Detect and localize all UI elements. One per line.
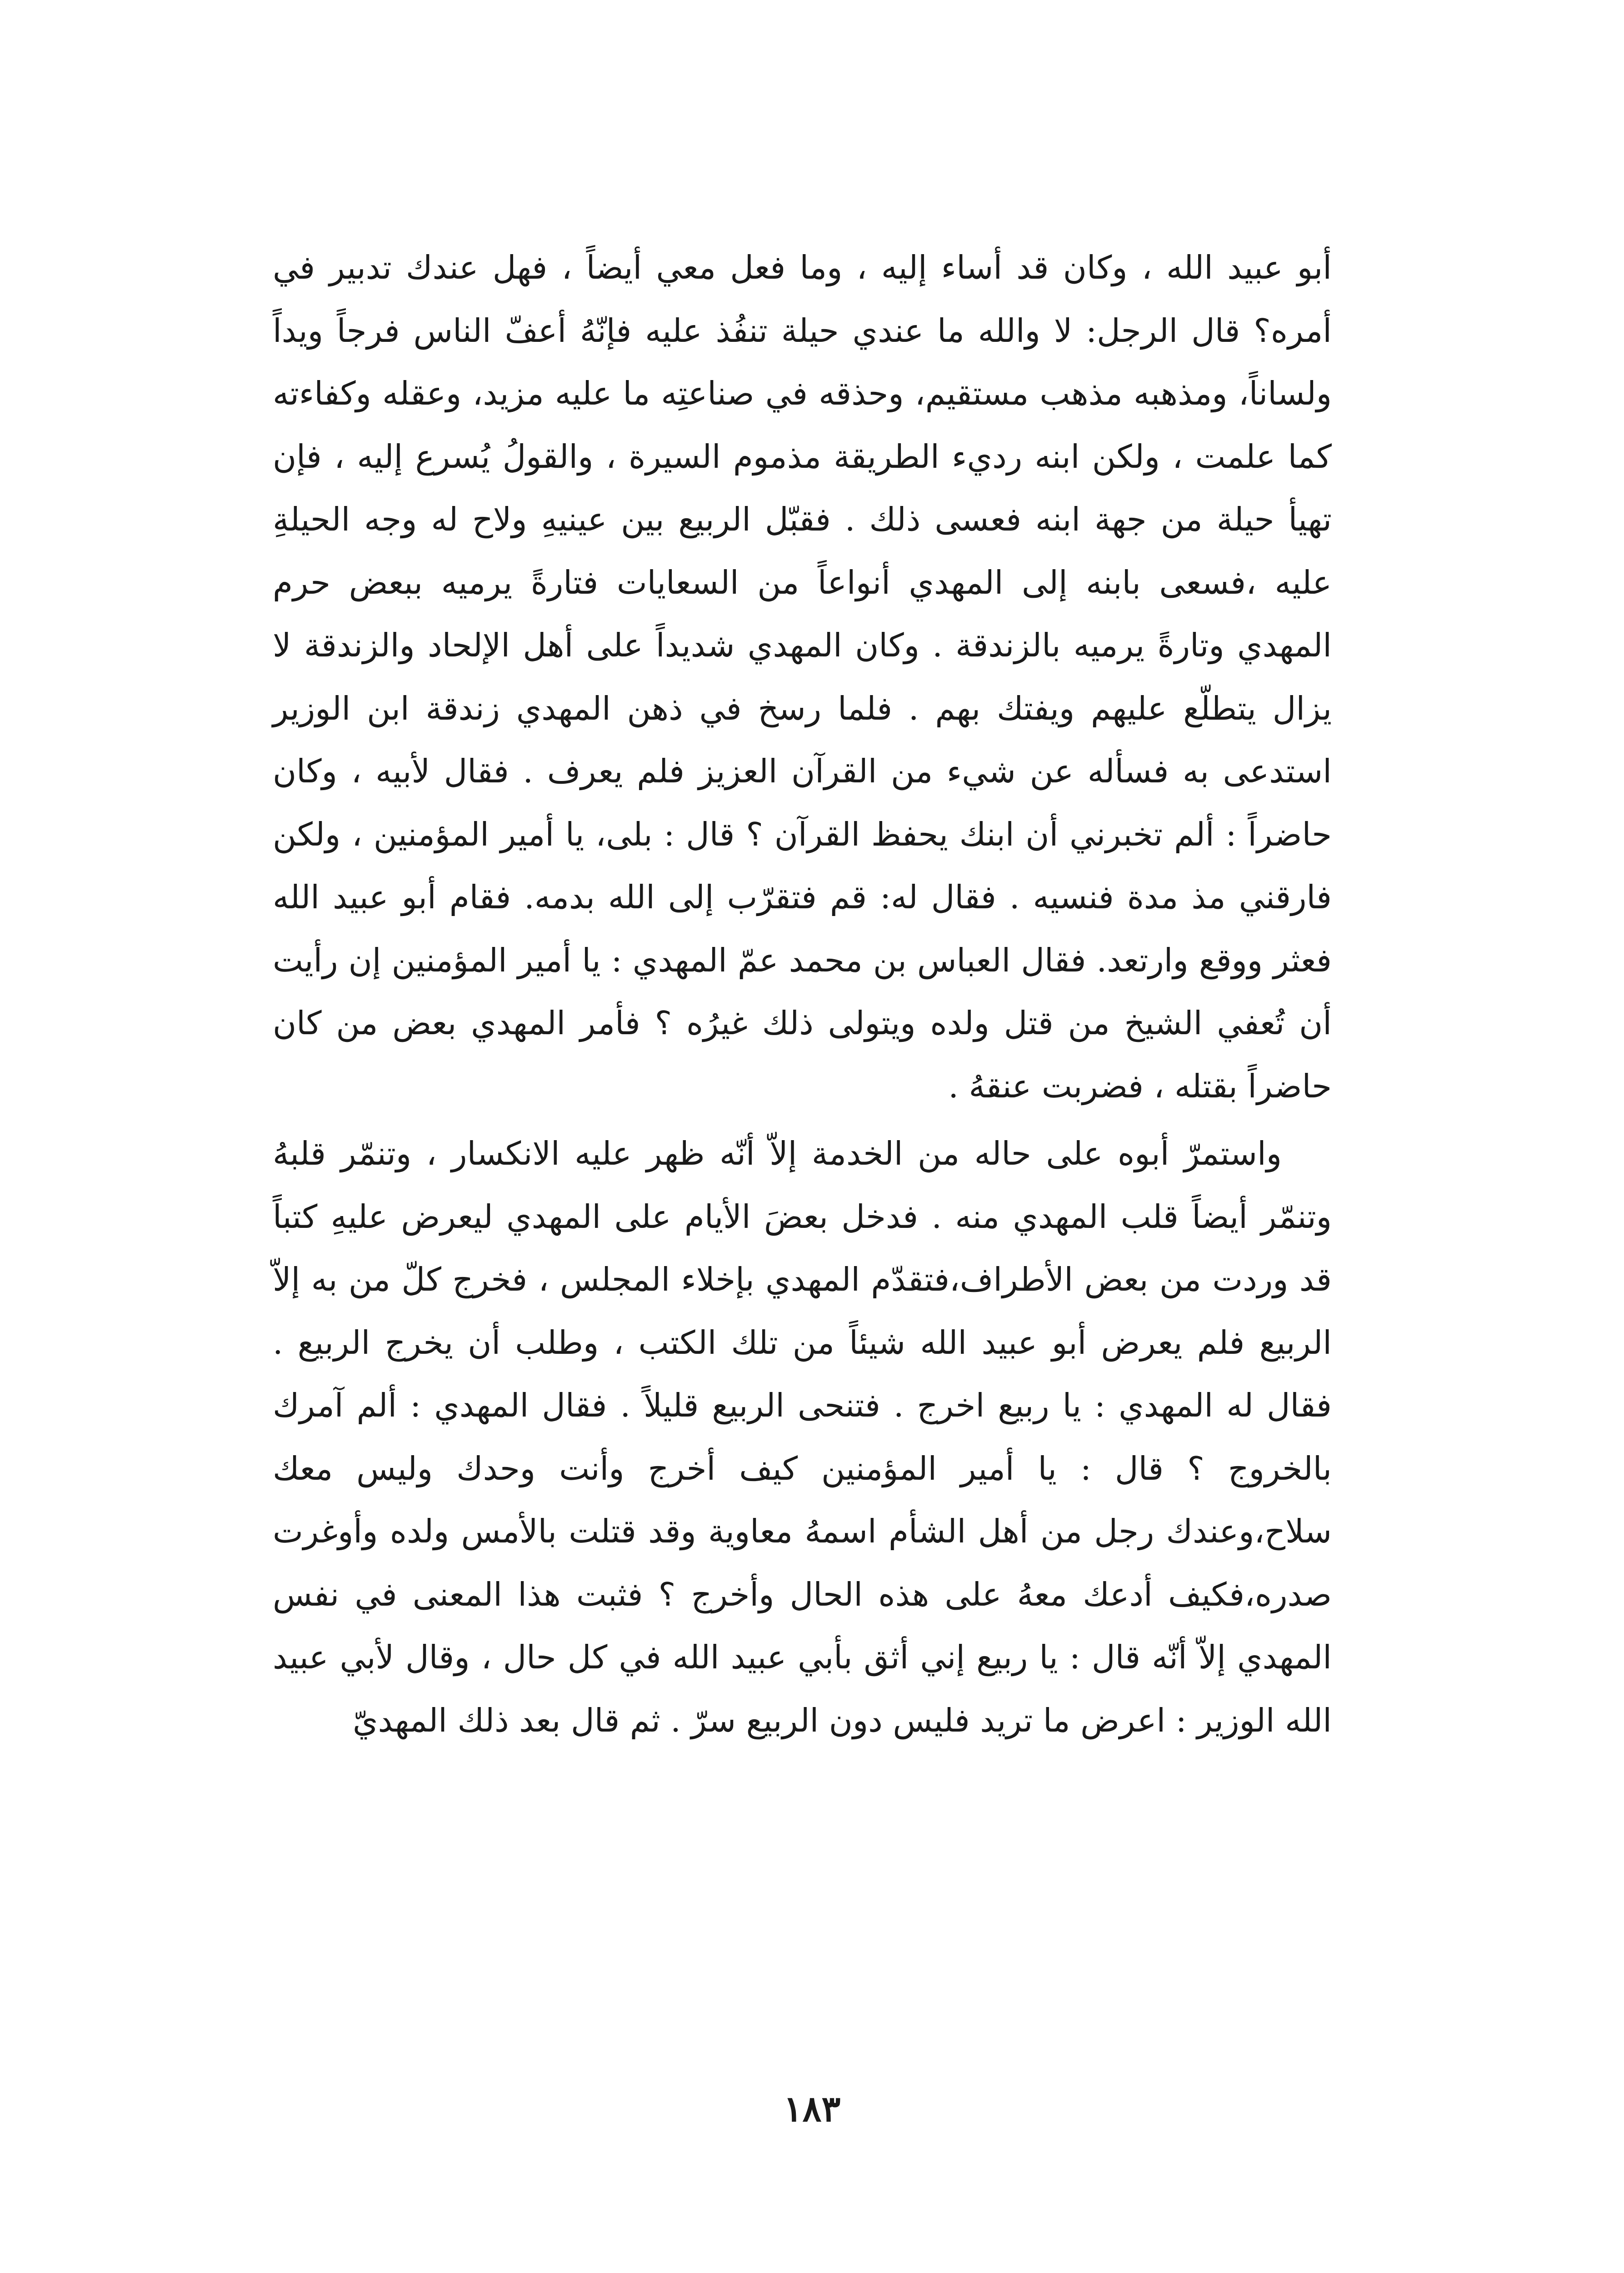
- body-text: [273, 236, 1332, 1752]
- paragraph-2: واستمرّ أبوه على حاله من الخدمة إلاّ أنّه ظهر عليه الانكسار ، وتنمّر قلبهُ وتنمّر أيضاً قلب المهدي منه . فدخل بعضَ الأيام على المهدي ليعرض عليهِ كتباً قد وردت من بعض الأطراف،فتقدّم المهدي بإخلاء المجلس ، فخرج كلّ من به إلاّ الربيع فلم يعرض أبو عبيد الله شيئاً من تلك الكتب ، وطلب أن يخرج الربيع . فقال له المهدي : يا ربيع اخرج . فتنحى الربيع قليلاً . فقال المهدي : ألم آمرك بالخروج ؟ قال : يا أمير المؤمنين كيف أخرج وأنت وحدك وليس معك سلاح،وعندك رجل من أهل الشأم اسمهُ معاوية وقد قتلت بالأمس ولده وأوغرت صدره،فكيف أدعك معهُ على هذه الحال وأخرج ؟ فثبت هذا المعنى في نفس المهدي إلاّ أنّه قال : يا ربيع إني أثق بأبي عبيد الله في كل حال ، وقال لأبي عبيد الله الوزير : اعرض ما تريد فليس دون الربيع سرّ . ثم قال بعد ذلك المهديّ: [273, 1135, 1332, 1739]
- page-number: ١٨٣: [783, 2088, 841, 2130]
- paragraph-1: أبو عبيد الله ، وكان قد أساء إليه ، وما فعل معي أيضاً ، فهل عندك تدبير في أمره؟ قال الرجل: لا والله ما عندي حيلة تنفُذ عليه فإنّهُ أعفّ الناس فرجاً ويداً ولساناً، ومذهبه مذهب مستقيم، وحذقه في صناعتِه ما عليه مزيد، وعقله وكفاءته كما علمت ، ولكن ابنه رديء الطريقة مذموم السيرة ، والقولُ يُسرع إليه ، فإن تهيأ حيلة من جهة ابنه فعسى ذلك . فقبّل الربيع بين عينيهِ ولاح له وجه الحيلةِ عليه ،فسعى بابنه إلى المهدي أنواعاً من السعايات فتارةً يرميه ببعض حرم المهدي وتارةً يرميه بالزندقة . وكان المهدي شديداً على أهل الإلحاد والزندقة لا يزال يتطلّع عليهم ويفتك بهم . فلما رسخ في ذهن المهدي زندقة ابن الوزير استدعى به فسأله عن شيء من القرآن العزيز فلم يعرف . فقال لأبيه ، وكان حاضراً : ألم تخبرني أن ابنك يحفظ القرآن ؟ قال : بلى، يا أمير المؤمنين ، ولكن فارقني مذ مدة فنسيه . فقال له: قم فتقرّب إلى الله بدمه. فقام أبو عبيد الله فعثر ووقع وارتعد. فقال العباس بن محمد عمّ المهدي : يا أمير المؤمنين إن رأيت أن تُعفي الشيخ من قتل ولده ويتولى ذلك غيرُه ؟ فأمر المهدي بعض من كان حاضراً بقتله ، فضربت عنقهُ .: [273, 249, 1332, 1105]
